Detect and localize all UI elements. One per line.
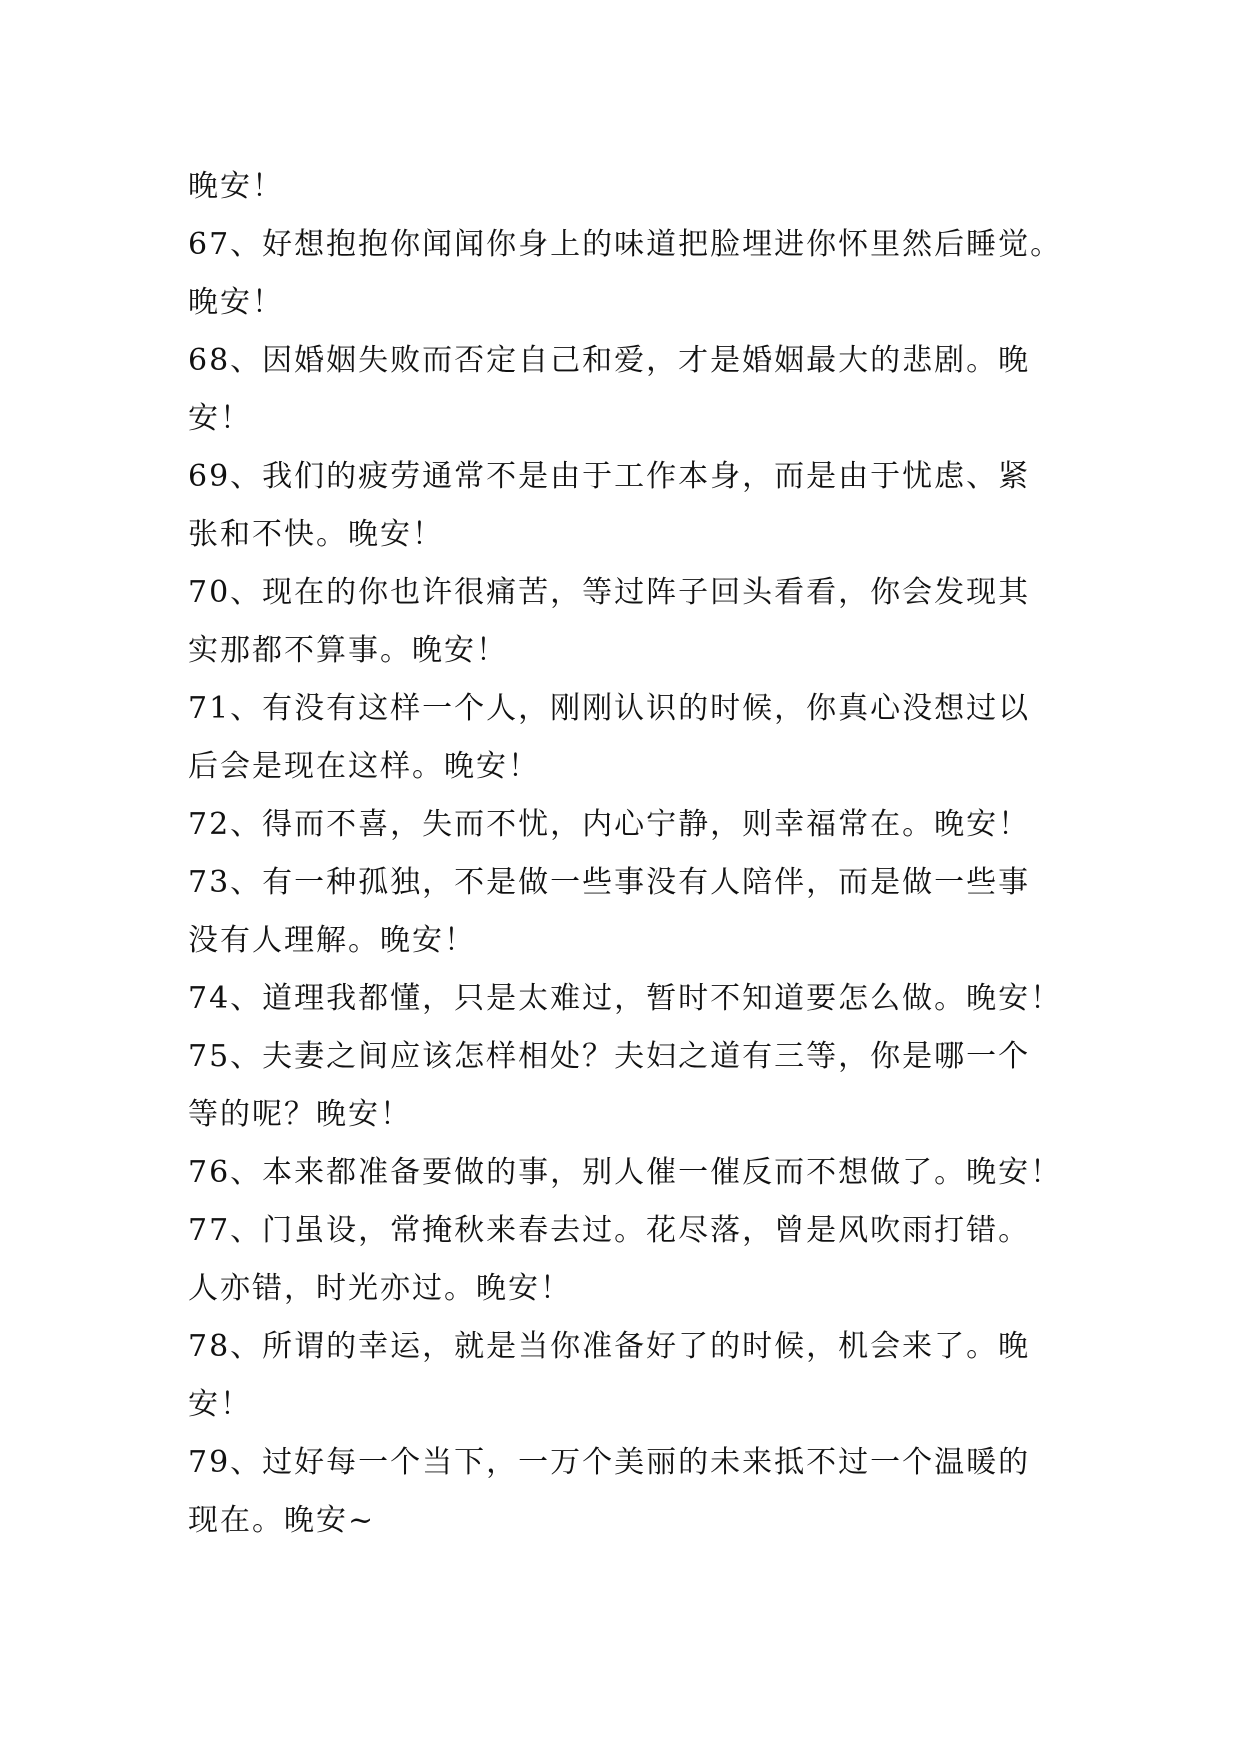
text-line: 77、门虽设，常掩秋来春去过。花尽落，曾是风吹雨打错。 <box>188 1213 1031 1248</box>
text-line: 73、有一种孤独，不是做一些事没有人陪伴，而是做一些事 <box>188 865 1031 900</box>
text-line: 晚安！ <box>188 285 284 320</box>
text-line: 79、过好每一个当下，一万个美丽的未来抵不过一个温暖的 <box>188 1445 1031 1480</box>
text-line: 75、夫妻之间应该怎样相处？夫妇之道有三等，你是哪一个 <box>188 1039 1031 1074</box>
text-line: 没有人理解。晚安！ <box>188 923 476 958</box>
text-line: 69、我们的疲劳通常不是由于工作本身，而是由于忧虑、紧 <box>188 459 1031 494</box>
text-line: 晚安！ <box>188 169 284 204</box>
text-line: 等的呢？晚安！ <box>188 1097 412 1132</box>
text-line: 72、得而不喜，失而不忧，内心宁静，则幸福常在。晚安！ <box>188 807 1031 842</box>
text-line: 后会是现在这样。晚安！ <box>188 749 540 784</box>
text-line: 人亦错，时光亦过。晚安！ <box>188 1271 572 1306</box>
text-line: 安！ <box>188 401 252 436</box>
text-line: 现在。晚安~ <box>188 1503 376 1538</box>
text-line: 78、所谓的幸运，就是当你准备好了的时候，机会来了。晚 <box>188 1329 1031 1364</box>
text-line: 安！ <box>188 1387 252 1422</box>
text-line: 67、好想抱抱你闻闻你身上的味道把脸埋进你怀里然后睡觉。 <box>188 227 1063 262</box>
text-line: 68、因婚姻失败而否定自己和爱，才是婚姻最大的悲剧。晚 <box>188 343 1031 378</box>
text-line: 张和不快。晚安！ <box>188 517 444 552</box>
text-line: 76、本来都准备要做的事，别人催一催反而不想做了。晚安！ <box>188 1155 1063 1190</box>
text-line: 实那都不算事。晚安！ <box>188 633 508 668</box>
text-line: 70、现在的你也许很痛苦，等过阵子回头看看，你会发现其 <box>188 575 1031 610</box>
text-line: 71、有没有这样一个人，刚刚认识的时候，你真心没想过以 <box>188 691 1031 726</box>
text-line: 74、道理我都懂，只是太难过，暂时不知道要怎么做。晚安！ <box>188 981 1063 1016</box>
